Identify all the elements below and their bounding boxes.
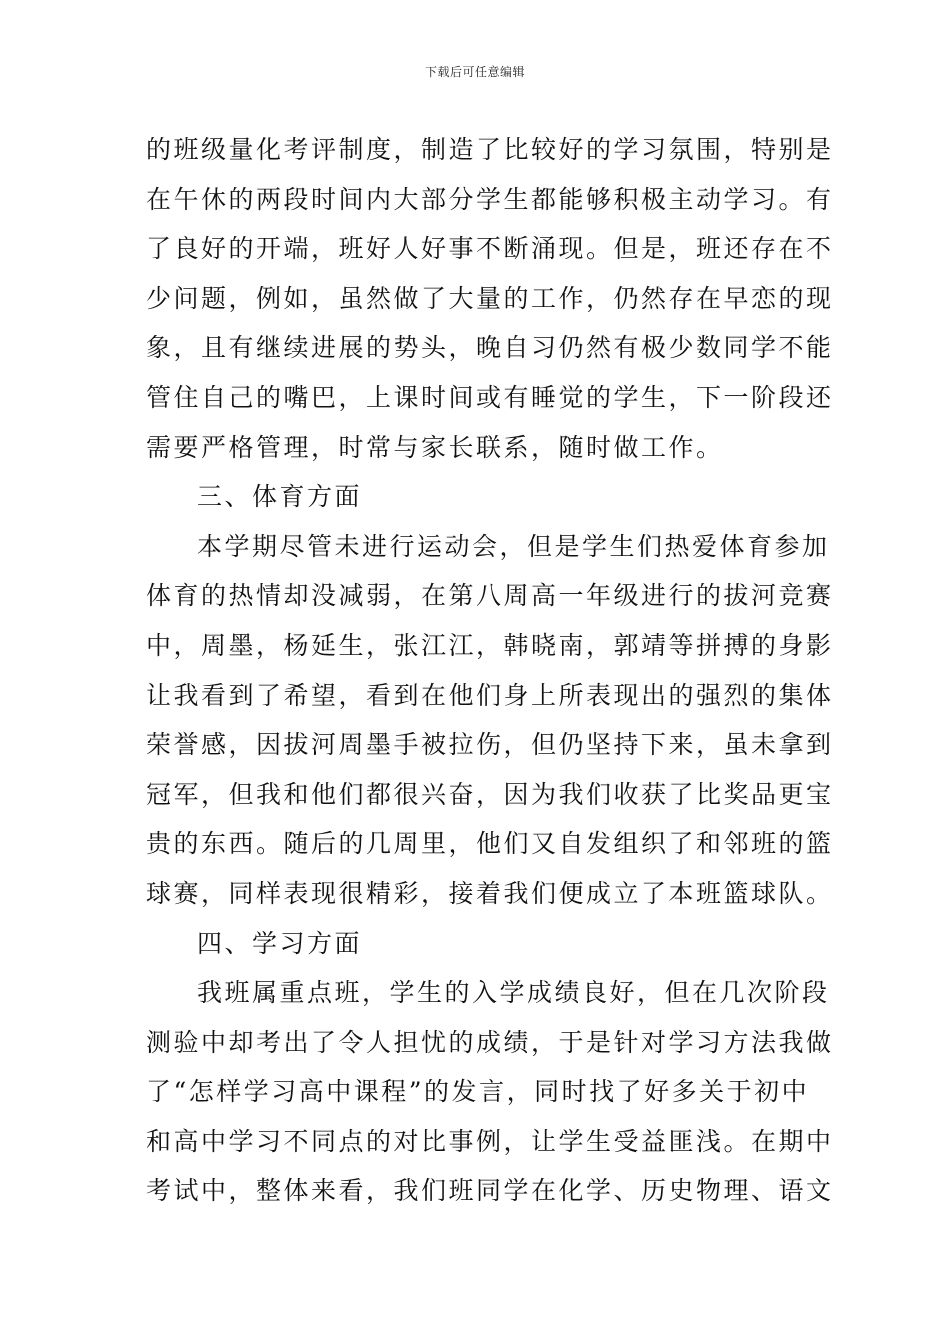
text-line: 的班级量化考评制度，制造了比较好的学习氛围，特别是 bbox=[146, 135, 834, 164]
text-line: 了良好的开端，班好人好事不断涌现。但是，班还存在不 bbox=[146, 234, 834, 264]
text-line: 荣誉感，因拔河周墨手被拉伤，但仍坚持下来，虽未拿到 bbox=[146, 730, 834, 760]
text-line: 需要严格管理，时常与家长联系，随时做工作。 bbox=[146, 432, 724, 462]
text-line: 让我看到了希望，看到在他们身上所表现出的强烈的集体 bbox=[146, 680, 834, 710]
document-body bbox=[146, 130, 834, 1221]
section-heading-sports: 三、体育方面 bbox=[197, 482, 363, 512]
text-line: 贵的东西。随后的几周里，他们又自发组织了和邻班的篮 bbox=[146, 829, 834, 859]
text-line: 球赛，同样表现很精彩，接着我们便成立了本班篮球队。 bbox=[146, 878, 834, 908]
text-line: 在午休的两段时间内大部分学生都能够积极主动学习。有 bbox=[146, 184, 834, 214]
text-line: 冠军，但我和他们都很兴奋，因为我们收获了比奖品更宝 bbox=[146, 779, 834, 809]
text-line: 测验中却考出了令人担忧的成绩，于是针对学习方法我做 bbox=[146, 1027, 834, 1057]
text-line: 了“怎样学习高中课程”的发言，同时找了好多关于初中 bbox=[146, 1077, 810, 1107]
section-heading-study: 四、学习方面 bbox=[197, 928, 363, 958]
text-line: 象，且有继续进展的势头，晚自习仍然有极少数同学不能 bbox=[146, 333, 834, 363]
text-line: 和高中学习不同点的对比事例，让学生受益匪浅。在期中 bbox=[146, 1126, 834, 1156]
text-line: 考试中，整体来看，我们班同学在化学、历史物理、语文 bbox=[146, 1176, 834, 1206]
text-line: 少问题，例如，虽然做了大量的工作，仍然存在早恋的现 bbox=[146, 283, 834, 313]
text-line: 体育的热情却没减弱，在第八周高一年级进行的拔河竞赛 bbox=[146, 581, 834, 611]
text-line: 中，周墨，杨延生，张江江，韩晓南，郭靖等拼搏的身影 bbox=[146, 630, 834, 660]
text-line: 管住自己的嘴巴，上课时间或有睡觉的学生，下一阶段还 bbox=[146, 382, 834, 412]
paragraph-start: 我班属重点班，学生的入学成绩良好，但在几次阶段 bbox=[197, 978, 830, 1008]
page-header: 下载后可任意编辑 bbox=[424, 65, 525, 79]
paragraph-start: 本学期尽管未进行运动会，但是学生们热爱体育参加 bbox=[197, 531, 830, 561]
